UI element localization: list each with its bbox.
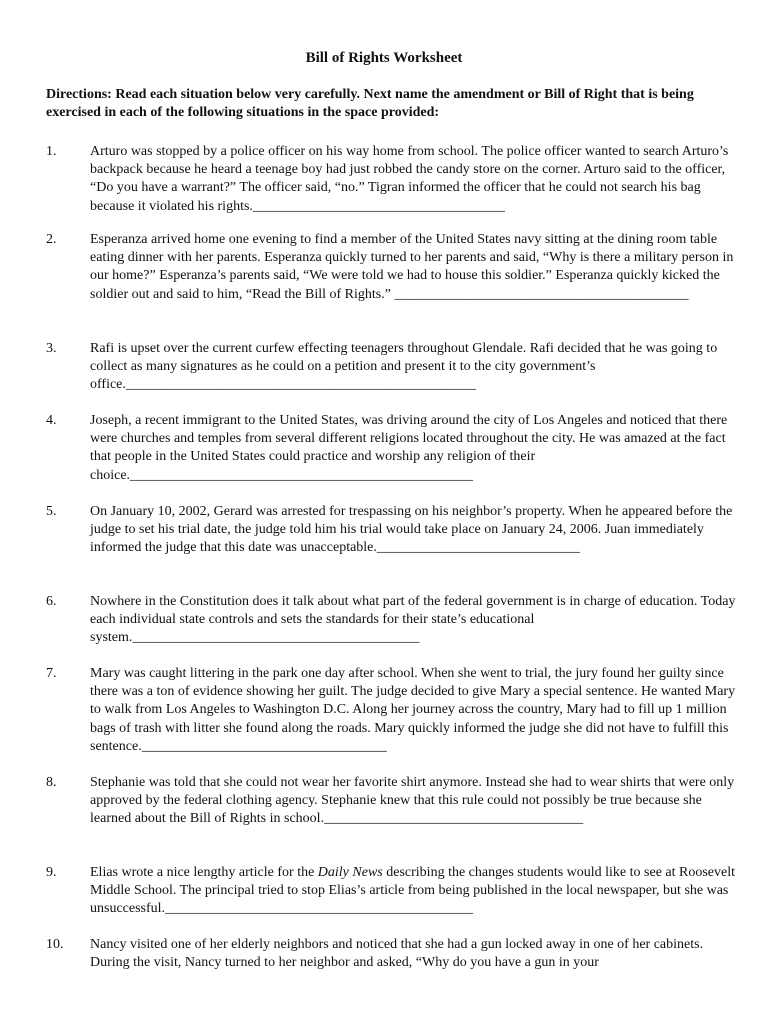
question-7 bbox=[46, 665, 736, 756]
answer-blank: _____________________________ bbox=[376, 540, 580, 556]
question-number: 1. bbox=[46, 144, 57, 159]
question-number: 9. bbox=[46, 865, 57, 880]
question-body: Nowhere in the Constitution does it talk about what part of the federal government is in charge of education. Today each individual state controls and sets the standards for their state’s educational system. bbox=[90, 594, 736, 646]
answer-blank: __________________________________________ bbox=[394, 286, 689, 302]
question-body: Esperanza arrived home one evening to find a member of the United States navy sitting at the dining room table eating dinner with her parents. Esperanza quickly turned to her parents and said, “Why is there a military person in our home?” Esperanza’s parents said, “We were told we had to house this soldier.” Esperanza quickly kicked the soldier out and said to him, “Read the Bill of Rights.” bbox=[90, 232, 734, 302]
question-text bbox=[90, 231, 736, 304]
question-text bbox=[90, 774, 736, 829]
question-5 bbox=[46, 503, 736, 558]
question-text bbox=[90, 503, 736, 558]
question-body: Mary was caught littering in the park one day after school. When she went to trial, the jury found her guilty since there was a ton of evidence showing her guilt. The judge decided to give Mary a special sentence. He wanted Mary to walk from Los Angeles to Washington D.C. Along her journey across the country, Mary had to fill up 1 million bags of trash with litter she found along the roads. Mary quickly informed the judge she did not have to fulfill this sentence. bbox=[90, 666, 736, 754]
answer-blank: __________________________________________________ bbox=[125, 377, 476, 393]
question-body-start: Elias wrote a nice lengthy article for the bbox=[90, 865, 318, 880]
question-text bbox=[90, 143, 736, 216]
answer-blank: ____________________________________________ bbox=[165, 901, 474, 917]
question-number: 10. bbox=[46, 937, 64, 952]
question-number: 7. bbox=[46, 666, 57, 681]
question-number: 3. bbox=[46, 341, 57, 356]
directions-text: Directions: Read each situation below very carefully. Next name the amendment or Bill of Right that is being exercised in each of the following situations in the space provided: bbox=[46, 87, 694, 120]
question-body: On January 10, 2002, Gerard was arrested for trespassing on his neighbor’s property. When he appeared before the judge to set his trial date, the judge told him his trial would take place on January 24, 2006. Juan immediately informed the judge that this date was unacceptable. bbox=[90, 504, 733, 556]
question-10 bbox=[46, 936, 736, 972]
answer-blank: _____________________________________ bbox=[324, 811, 584, 827]
question-number: 5. bbox=[46, 504, 57, 519]
question-4 bbox=[46, 412, 736, 485]
question-body: Joseph, a recent immigrant to the United States, was driving around the city of Los Angeles and noticed that there were churches and temples from several different religions located throughout the city. He was amazed at the fact that people in the United States could practice and worship any religion of their choice. bbox=[90, 413, 728, 483]
question-number: 4. bbox=[46, 413, 57, 428]
newspaper-title: Daily News bbox=[317, 865, 383, 880]
worksheet-title: Bill of Rights Worksheet bbox=[305, 50, 463, 66]
question-body: Rafi is upset over the current curfew effecting teenagers throughout Glendale. Rafi decided that he was going to collect as many signatures as he could on a petition and present it to the city government’s office. bbox=[90, 341, 718, 393]
question-number: 6. bbox=[46, 594, 57, 609]
question-number: 8. bbox=[46, 775, 57, 790]
question-8 bbox=[46, 774, 736, 829]
question-text bbox=[90, 340, 736, 395]
question-body-end: describing the changes students would like to see at Roosevelt Middle School. The principal tried to stop Elias’s article from being published in the local newspaper, but she was unsuccessful. bbox=[90, 865, 736, 917]
question-body: Stephanie was told that she could not wear her favorite shirt anymore. Instead she had to wear shirts that were only approved by the federal clothing agency. Stephanie knew that this rule could not possibly be true because she learned about the Bill of Rights in school. bbox=[90, 775, 735, 827]
question-text bbox=[90, 864, 736, 919]
question-9 bbox=[46, 864, 736, 919]
answer-blank: ___________________________________ bbox=[141, 738, 387, 754]
question-3 bbox=[46, 340, 736, 395]
question-1 bbox=[46, 143, 736, 216]
question-text bbox=[90, 665, 736, 756]
question-6 bbox=[46, 593, 736, 648]
question-text bbox=[90, 412, 736, 485]
question-body: Nancy visited one of her elderly neighbors and noticed that she had a gun locked away in one of her cabinets. During the visit, Nancy turned to her neighbor and asked, “Why do you have a gun in your bbox=[90, 937, 704, 971]
question-text bbox=[90, 593, 736, 648]
question-2 bbox=[46, 231, 736, 304]
question-body: Arturo was stopped by a police officer on his way home from school. The police officer wanted to search Arturo’s backpack because he heard a teenage boy had just robbed the candy store on the corner. Arturo said to the officer, “Do you have a warrant?” The officer said, “no.” Tigran informed the officer that he could not search his bag because it violated his rights. bbox=[90, 144, 729, 214]
question-text bbox=[90, 936, 736, 972]
question-number: 2. bbox=[46, 232, 57, 247]
answer-blank: _________________________________________ bbox=[132, 630, 420, 646]
answer-blank: _________________________________________________ bbox=[130, 467, 474, 483]
answer-blank: ____________________________________ bbox=[252, 198, 505, 214]
